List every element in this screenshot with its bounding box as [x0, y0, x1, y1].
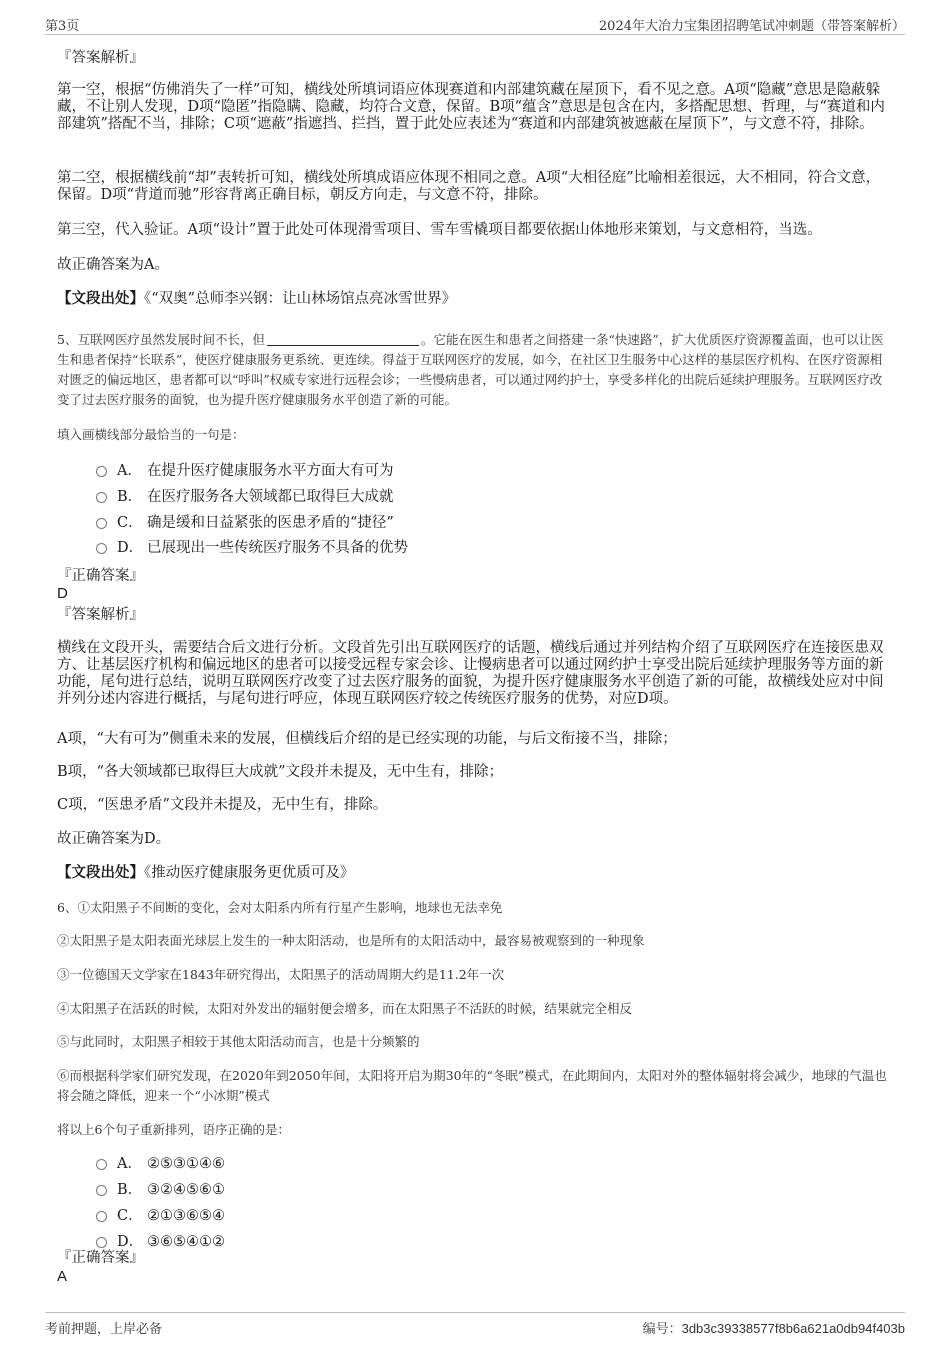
q5-conclusion: 故正确答案为D。 — [57, 831, 171, 847]
q5-analysis-a: A项，“大有可为”侧重未来的发展，但横线后介绍的是已经实现的功能，与后文衔接不当，排除； — [57, 731, 677, 747]
page-footer — [45, 1312, 905, 1337]
q5-prompt: 填入画横线部分最恰当的一句是： — [57, 427, 245, 442]
q4-analysis-label: 『答案解析』 — [57, 50, 144, 66]
option-letter: B． — [117, 489, 143, 505]
q5-source-label: 【文段出处】 — [57, 864, 144, 881]
option-letter: C． — [117, 515, 143, 531]
option-text: 确是缓和日益紧张的医患矛盾的“捷径” — [147, 515, 394, 531]
radio-icon[interactable] — [96, 492, 107, 503]
q5-analysis-label: 『答案解析』 — [57, 607, 144, 623]
q5-stem-before: 5、互联网医疗虽然发展时间不长，但 — [57, 332, 265, 347]
radio-icon[interactable] — [96, 543, 107, 554]
q4-analysis-para2: 第二空，根据横线前“却”表转折可知，横线处所填成语应体现不相同之意。A项“大相径庭”比喻相差很远，大不相同，符合文意，保留。D项“背道而驰”形容背离正确目标，朝反方向走，与文意不符，排除。 — [57, 170, 881, 203]
option-text: ②①③⑥⑤④ — [147, 1208, 225, 1224]
option-letter: D． — [117, 540, 144, 556]
q5-answer: D — [57, 585, 68, 602]
option-letter: A． — [117, 463, 142, 479]
option-text: ③②④⑤⑥① — [147, 1182, 225, 1198]
option-text: ②⑤③①④⑥ — [147, 1156, 225, 1172]
q4-analysis-para3: 第三空，代入验证。A项“设计”置于此处可体现滑雪项目、雪车雪橇项目都要依据山体地形来策划，与文意相符，当选。 — [57, 222, 822, 238]
footer-code-label: 编号： — [642, 1322, 682, 1337]
q5-analysis-b: B项，“各大领域都已取得巨大成就”文段并未提及，无中生有，排除； — [57, 764, 503, 780]
page-header — [45, 12, 905, 35]
q6-answer: A — [57, 1268, 68, 1285]
radio-icon[interactable] — [96, 1159, 107, 1170]
option-letter: B． — [117, 1182, 143, 1198]
q5-source — [57, 864, 887, 882]
q6-option-b[interactable] — [96, 1181, 225, 1199]
q5-blank — [267, 333, 419, 346]
q4-source-text: 《“双奥”总师李兴钢：让山林场馆点亮冰雪世界》 — [144, 291, 457, 307]
option-text: 在提升医疗健康服务水平方面大有可为 — [147, 463, 394, 479]
q5-answer-label: 『正确答案』 — [57, 568, 144, 584]
q4-source-label: 【文段出处】 — [57, 290, 144, 307]
option-text: ③⑥⑤④①② — [147, 1234, 225, 1250]
q6-sentence-5: ⑤与此同时，太阳黑子相较于其他太阳活动而言，也是十分频繁的 — [57, 1034, 420, 1049]
option-letter: C． — [117, 1208, 143, 1224]
page-number: 第3页 — [45, 19, 80, 34]
footer-code — [643, 1318, 905, 1337]
q6-prompt: 将以上6个句子重新排列，语序正确的是： — [57, 1122, 290, 1137]
q5-source-text: 《推动医疗健康服务更优质可及》 — [144, 865, 355, 881]
radio-icon[interactable] — [96, 1237, 107, 1248]
q5-option-c[interactable] — [96, 514, 394, 532]
option-letter: A． — [117, 1156, 142, 1172]
q4-conclusion: 故正确答案为A。 — [57, 257, 169, 273]
radio-icon[interactable] — [96, 1185, 107, 1196]
q5-stem-after: 。它能在医生和患者之间搭建一条“快速路”，扩大优质医疗资源覆盖面，也可以让医生和患者保持“长联系”，使医疗健康服务更系统、更连续。得益于互联网医疗的发展，如今，在社区卫生服务中心这样的基层医疗机构、在医疗资源相对匮乏的偏远地区，患者都可以“呼叫”权威专家进行远程会诊；一些慢病患者，可以通过网约护士，享受多样化的出院后延续护理服务。互联网医疗改变了过去医疗服务的面貌，也为提升医疗健康服务水平创造了新的可能。 — [57, 332, 884, 407]
option-text: 在医疗服务各大领域都已取得巨大成就 — [147, 489, 394, 505]
q5-analysis-c: C项，“医患矛盾”文段并未提及，无中生有，排除。 — [57, 797, 388, 813]
q6-sentence-2: ②太阳黑子是太阳表面光球层上发生的一种太阳活动，也是所有的太阳活动中，最容易被观察到的一种现象 — [57, 933, 645, 948]
q6-answer-label: 『正确答案』 — [57, 1250, 144, 1266]
q4-source — [57, 290, 887, 308]
option-letter: D． — [117, 1234, 144, 1250]
q4-analysis-para1: 第一空，根据“仿佛消失了一样”可知，横线处所填词语应体现赛道和内部建筑藏在屋顶下，看不见之意。A项“隐藏”意思是隐蔽躲藏，不让别人发现，D项“隐匿”指隐瞒、隐藏，均符合文意，保留。B项“蕴含”意思是包含在内，多搭配思想、哲理，与“赛道和内部建筑”搭配不当，排除；C项“遮蔽”指遮挡、拦挡，置于此处应表述为“赛道和内部建筑被遮蔽在屋顶下”，与文意不符，排除。 — [57, 82, 885, 132]
q6-option-d[interactable] — [96, 1233, 225, 1251]
q6-sentence-3: ③一位德国天文学家在1843年研究得出，太阳黑子的活动周期大约是11.2年一次 — [57, 967, 505, 982]
q6-sentence-4: ④太阳黑子在活跃的时候，太阳对外发出的辐射便会增多，而在太阳黑子不活跃的时候，结果就完全相反 — [57, 1001, 633, 1016]
footer-code-value: 3db3c39338577f8b6a621a0db94f403b — [681, 1321, 905, 1336]
q5-stem — [57, 330, 887, 410]
q6-option-c[interactable] — [96, 1207, 225, 1225]
document-title: 2024年大冶力宝集团招聘笔试冲刺题（带答案解析） — [598, 19, 905, 34]
q5-analysis: 横线在文段开头，需要结合后文进行分析。文段首先引出互联网医疗的话题，横线后通过并列结构介绍了互联网医疗在连接医患双方、让基层医疗机构和偏远地区的患者可以接受远程专家会诊、让慢病患者可以通过网约护士享受出院后延续护理服务等方面的新功能，尾句进行总结，说明互联网医疗改变了过去医疗服务的面貌，为提升医疗健康服务水平创造了新的可能，故横线处应对中间并列分述内容进行概括，与尾句进行呼应，体现互联网医疗较之传统医疗服务的优势，对应D项。 — [57, 640, 884, 707]
q5-option-b[interactable] — [96, 488, 394, 506]
q6-option-a[interactable] — [96, 1155, 225, 1173]
option-text: 已展现出一些传统医疗服务不具备的优势 — [147, 540, 408, 556]
footer-slogan: 考前押题，上岸必备 — [45, 1322, 163, 1337]
q5-option-d[interactable] — [96, 539, 408, 557]
radio-icon[interactable] — [96, 466, 107, 477]
radio-icon[interactable] — [96, 518, 107, 529]
radio-icon[interactable] — [96, 1211, 107, 1222]
q6-sentence-6: ⑥而根据科学家们研究发现，在2020年到2050年间，太阳将开启为期30年的“冬眠”模式，在此期间内，太阳对外的整体辐射将会减少，地球的气温也将会随之降低，迎来一个“小冰期”模式 — [57, 1068, 887, 1103]
q5-option-a[interactable] — [96, 462, 394, 480]
q6-sentence-1: 6、①太阳黑子不间断的变化，会对太阳系内所有行星产生影响，地球也无法幸免 — [57, 900, 503, 915]
